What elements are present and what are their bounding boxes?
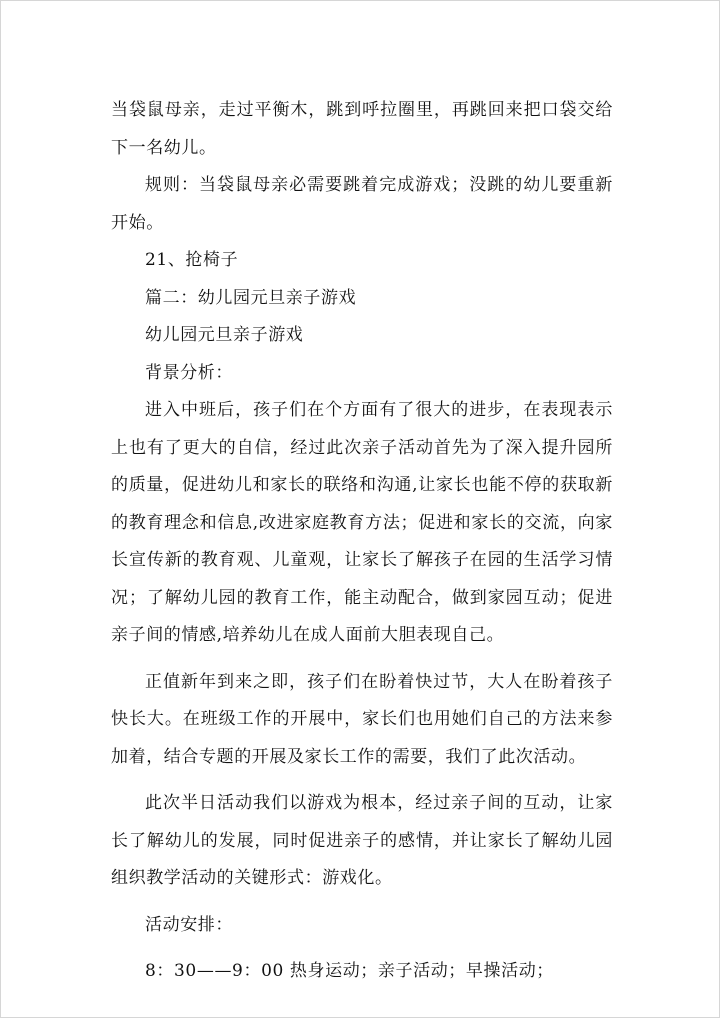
section-heading-part-two: 篇二：幼儿园元旦亲子游戏: [145, 287, 357, 308]
paragraph-rules: 规则：当袋鼠母亲必需要跳着完成游戏；没跳的幼儿要重新开始。: [111, 175, 613, 233]
document-body: [111, 92, 613, 991]
paragraph-item-21: 21、抢椅子: [145, 250, 239, 270]
heading-activity-schedule: 活动安排：: [145, 914, 233, 935]
paragraph-new-year: 正值新年到来之即，孩子们在盼着快过节，大人在盼着孩子快长大。在班级工作的开展中，家长们也用她们自己的方法来参加着，结合专题的开展及家长工作的需要，我们了此次活动。: [111, 671, 613, 767]
document-title: 幼儿园元旦亲子游戏: [145, 325, 304, 345]
heading-background-analysis: 背景分析：: [145, 362, 233, 383]
paragraph-kangaroo-game: 当袋鼠母亲，走过平衡木，跳到呼拉圈里，再跳回来把口袋交给下一名幼儿。: [111, 100, 613, 158]
paragraph-half-day-activity: 此次半日活动我们以游戏为根本，经过亲子间的互动，让家长了解幼儿的发展，同时促进亲子的感情，并让家长了解幼儿园组织教学活动的关键形式：游戏化。: [111, 793, 613, 888]
schedule-item-0830: 8：30——9：00 热身运动；亲子活动；早操活动；: [145, 961, 554, 981]
paragraph-background: 进入中班后，孩子们在个方面有了很大的进步，在表现表示上也有了更大的自信，经过此次亲子活动首先为了深入提升园所的质量，促进幼儿和家长的联络和沟通,让家长也能不停的获取新的教育理念和信息,改进家庭教育方法；促进和家长的交流，向家长宣传新的教育观、儿童观，让家长了解孩子在园的生活学习情况；了解幼儿园的教育工作，能主动配合，做到家园互动；促进亲子间的情感,培养幼儿在成人面前大胆表现自己。: [111, 400, 613, 645]
